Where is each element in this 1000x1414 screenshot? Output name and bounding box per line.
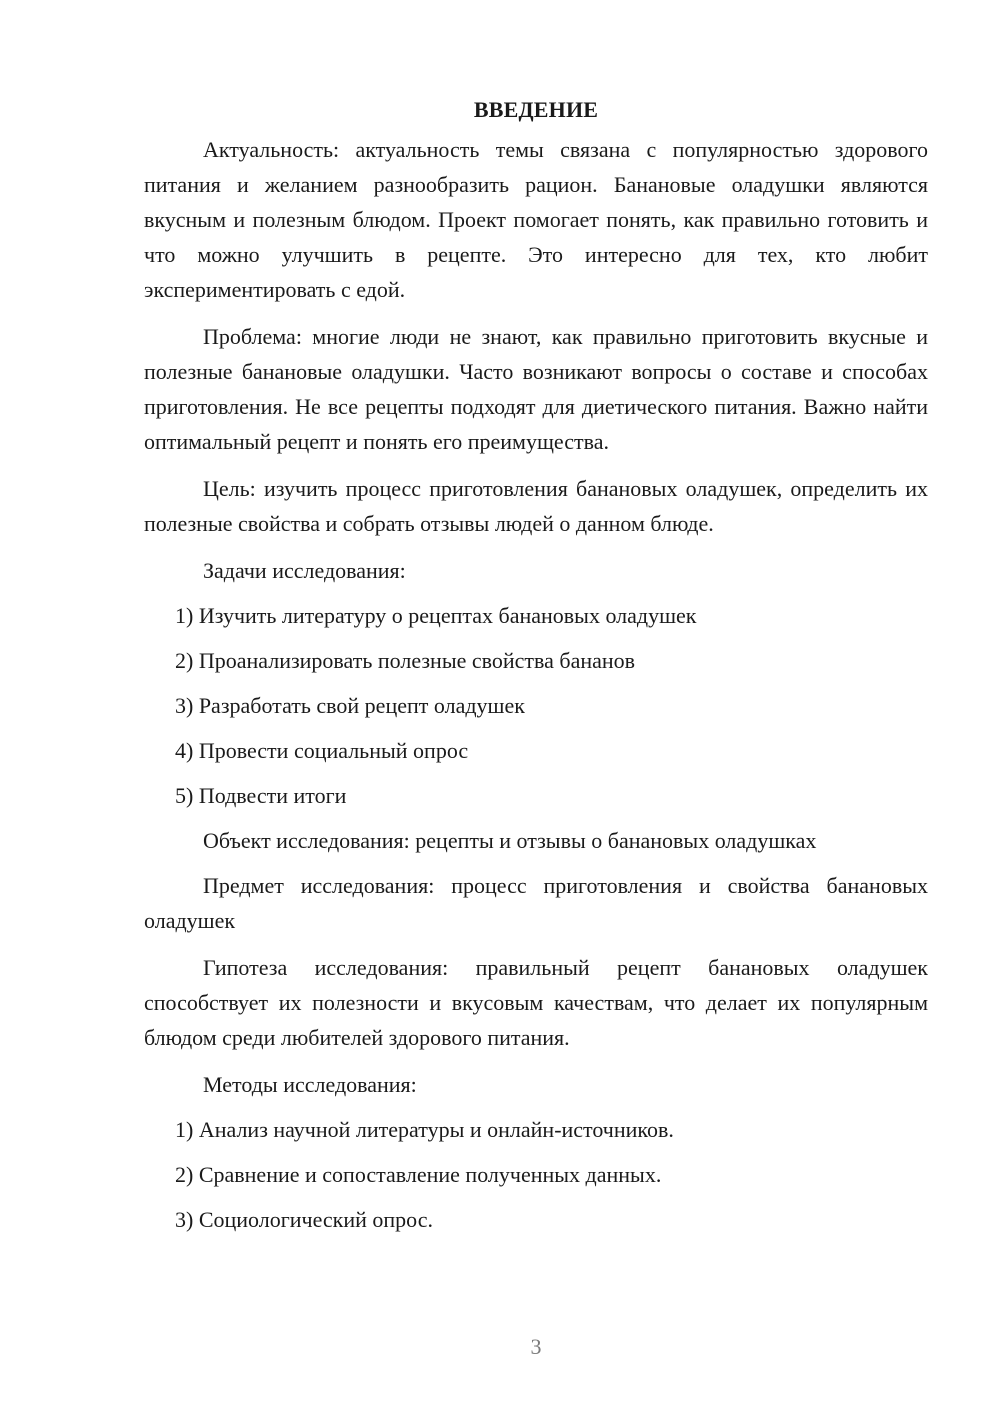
list-item: 3) Разработать свой рецепт оладушек [175,693,525,718]
document-page [144,92,928,1247]
list-item: 2) Проанализировать полезные свойства бананов [175,648,636,673]
tasks-list [144,598,928,813]
list-item: 3) Социологический опрос. [175,1207,433,1232]
hypothesis-paragraph: Гипотеза исследования: правильный рецепт банановых оладушек способствует их полезности и вкусовым качествам, что делает их популярным блюдом среди любителей здорового питания. [144,955,928,1050]
object-paragraph: Объект исследования: рецепты и отзывы о банановых оладушках [203,828,817,853]
list-item: 4) Провести социальный опрос [175,738,469,763]
goal-paragraph: Цель: изучить процесс приготовления банановых оладушек, определить их полезные свойства и собрать отзывы людей о данном блюде. [144,476,928,536]
methods-label: Методы исследования: [203,1072,417,1097]
subject-paragraph: Предмет исследования: процесс приготовления и свойства банановых оладушек [144,873,928,933]
list-item: 2) Сравнение и сопоставление полученных данных. [175,1162,662,1187]
methods-list [144,1112,928,1237]
problem-paragraph: Проблема: многие люди не знают, как правильно приготовить вкусные и полезные банановые оладушки. Часто возникают вопросы о составе и способах приготовления. Не все рецепты подходят для диетического питания. Важно найти оптимальный рецепт и понять его преимущества. [144,324,928,454]
list-item: 1) Анализ научной литературы и онлайн-источников. [175,1117,674,1142]
list-item: 1) Изучить литературу о рецептах банановых оладушек [175,603,697,628]
list-item: 5) Подвести итоги [175,783,347,808]
section-title: ВВЕДЕНИЕ [473,97,599,122]
page-number: 3 [530,1334,542,1359]
relevance-paragraph: Актуальность: актуальность темы связана с популярностью здорового питания и желанием разнообразить рацион. Банановые оладушки являются вкусным и полезным блюдом. Проект помогает понять, как правильно готовить и что можно улучшить в рецепте. Это интересно для тех, кто любит экспериментировать с едой. [144,137,928,302]
tasks-label: Задачи исследования: [203,558,406,583]
